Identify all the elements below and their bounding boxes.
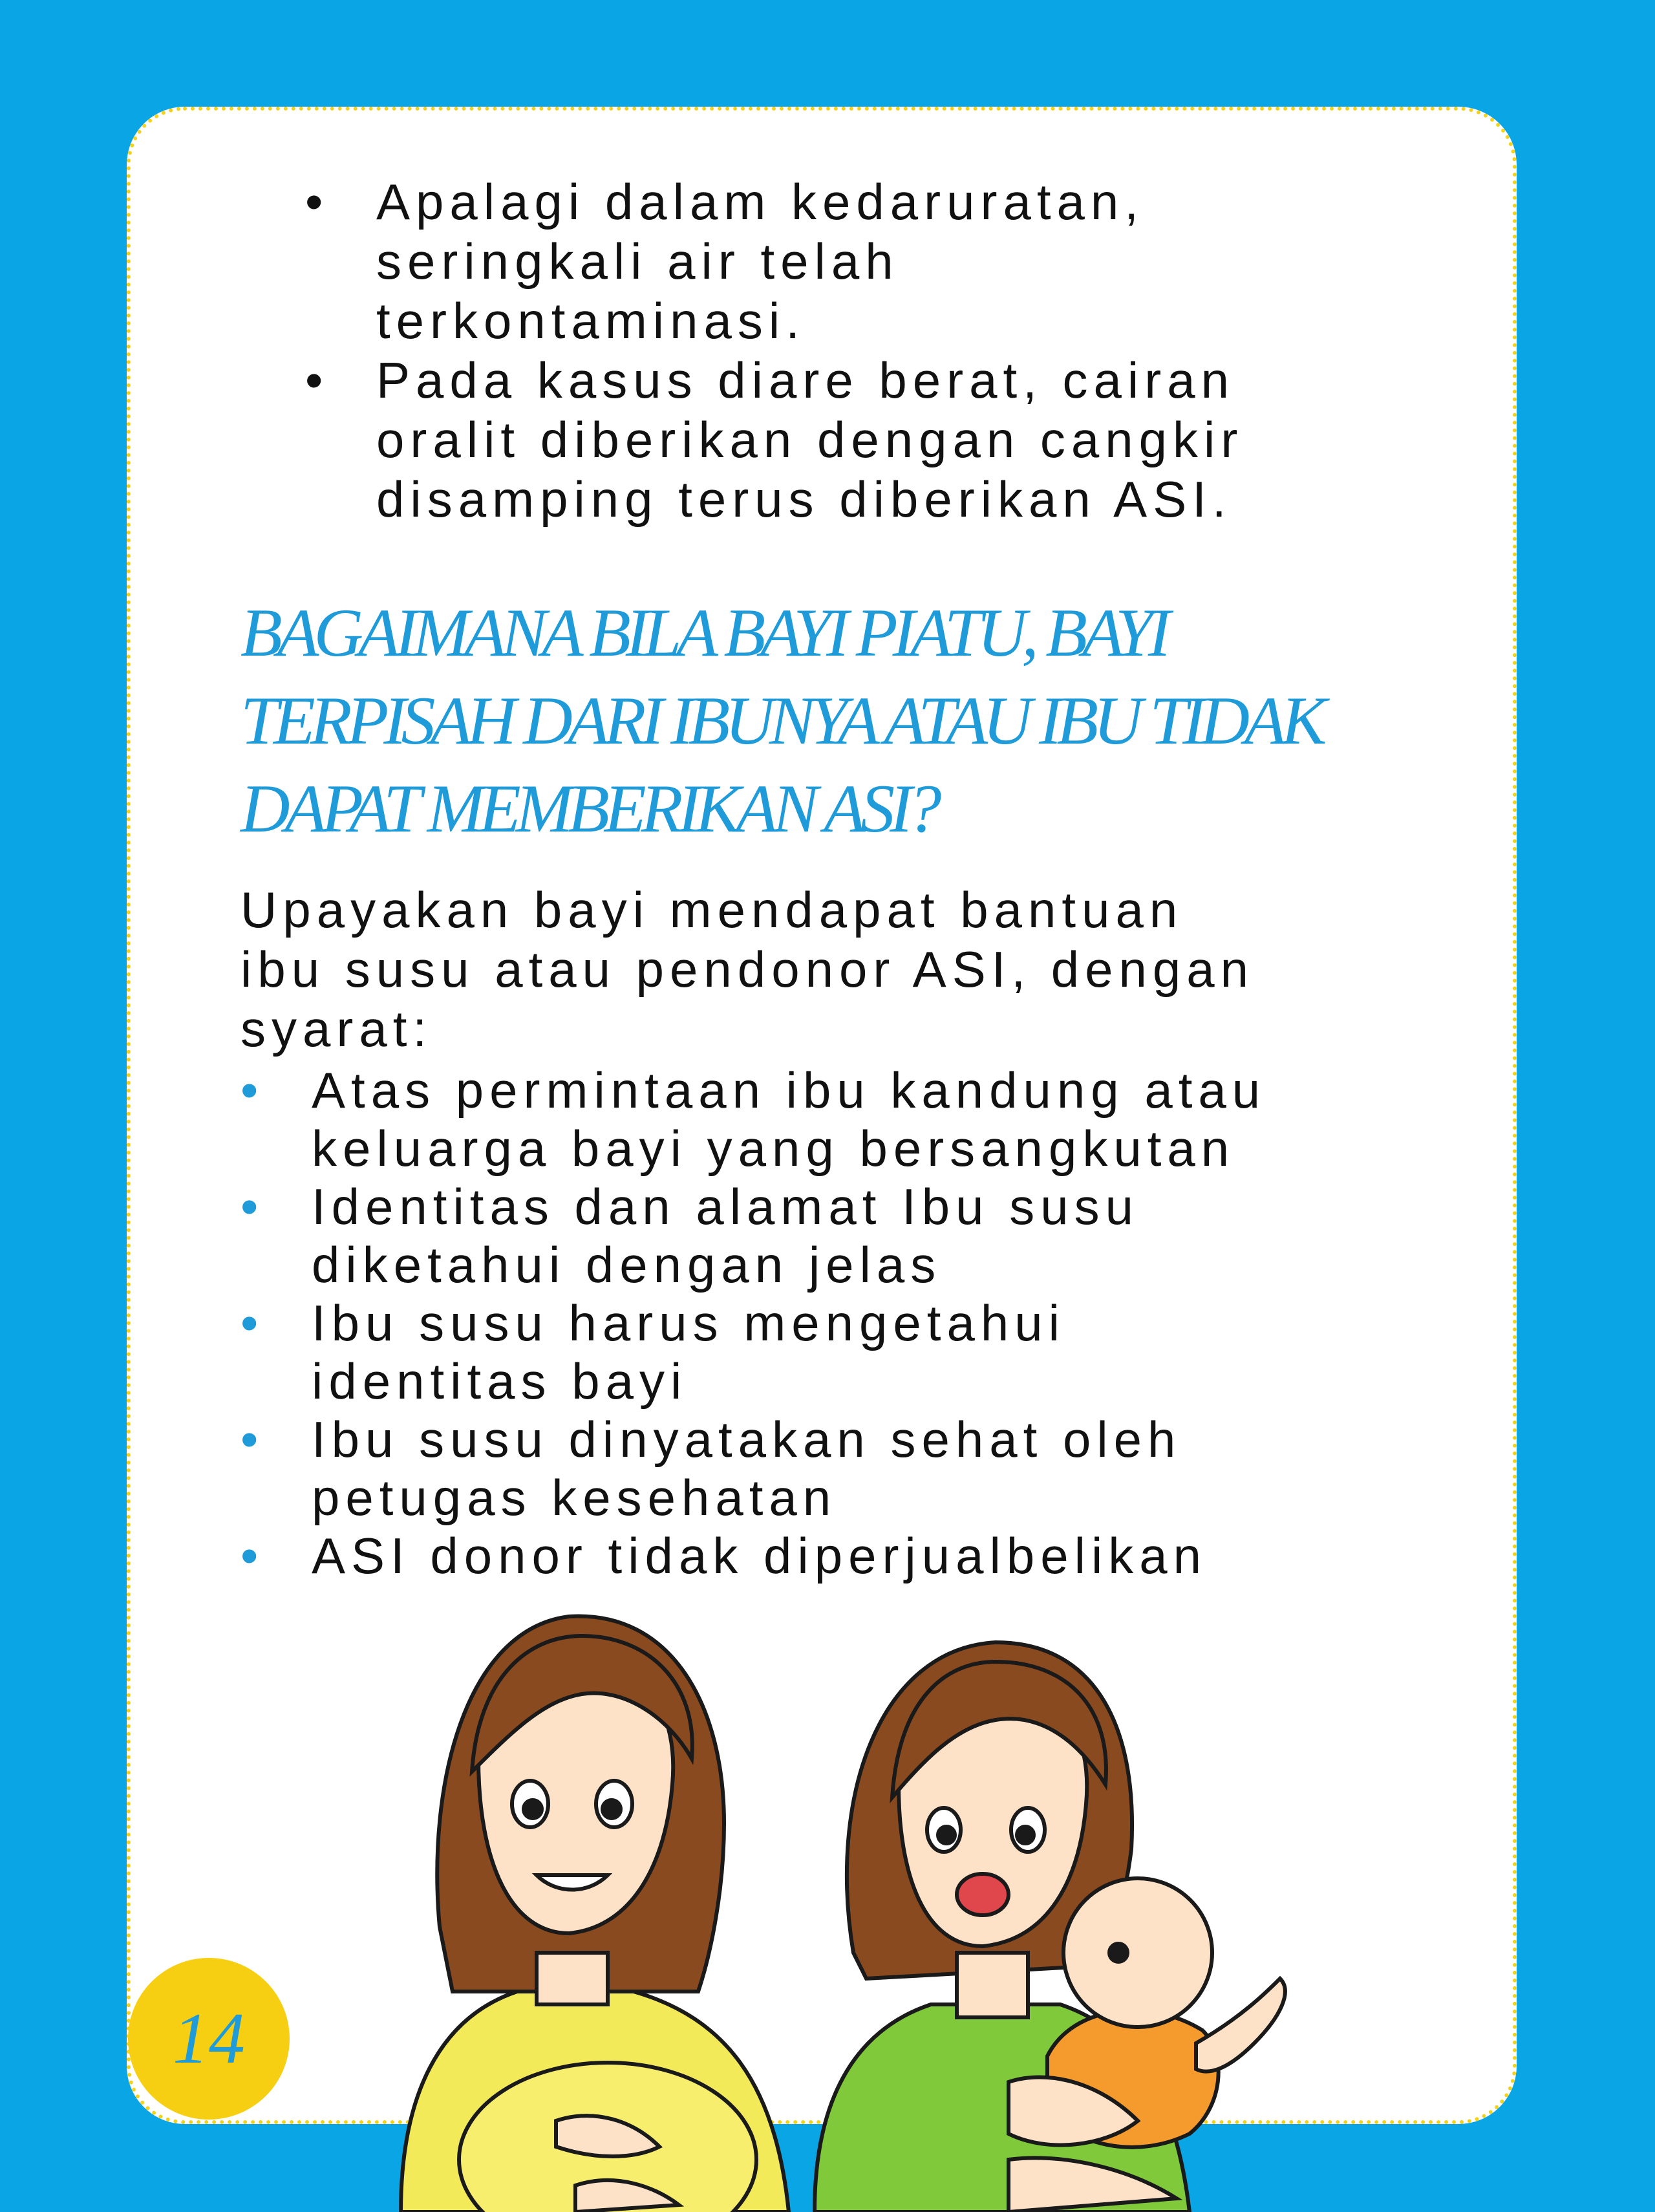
list-item-line: Ibu susu harus mengetahui (312, 1294, 1065, 1351)
page-number-badge (128, 1958, 290, 2120)
page-number: 14 (173, 1999, 245, 2079)
list-item-line: terkontaminasi. (376, 292, 806, 349)
list-item-line: petugas kesehatan (312, 1469, 837, 1526)
section-heading (240, 589, 1469, 853)
heading-line: TERPISAH DARI IBUNYA ATAU IBU TIDAK (240, 683, 1322, 758)
intro-line: syarat: (240, 1000, 433, 1057)
heading-line: BAGAIMANA BILA BAYI PIATU, BAYI (240, 595, 1166, 671)
bullet-icon: • (240, 1294, 264, 1351)
bullet-icon: • (305, 173, 329, 230)
list-item-line: oralit diberikan dengan cangkir (376, 411, 1244, 468)
bullet-icon: • (240, 1411, 264, 1468)
intro-paragraph (240, 880, 1469, 1058)
pregnant-woman-icon (401, 1616, 789, 2212)
list-item (240, 1294, 1501, 1410)
list-item-line: Pada kasus diare berat, cairan (376, 352, 1235, 409)
top-bullet-list (305, 172, 1469, 529)
mother-holding-baby-icon (815, 1642, 1285, 2212)
heading-line: DAPAT MEMBERIKAN ASI? (240, 771, 937, 846)
list-item (240, 1061, 1501, 1177)
list-item-line: Ibu susu dinyatakan sehat oleh (312, 1411, 1182, 1468)
list-item (240, 1527, 1501, 1585)
list-item-line: identitas bayi (312, 1353, 688, 1410)
list-item (305, 172, 1469, 350)
bullet-icon: • (240, 1178, 264, 1235)
conditions-list (240, 1061, 1501, 1585)
bullet-icon: • (305, 352, 329, 409)
list-item (240, 1177, 1501, 1294)
bullet-icon: • (240, 1062, 264, 1119)
list-item-line: seringkali air telah (376, 233, 899, 290)
intro-line: Upayakan bayi mendapat bantuan (240, 881, 1184, 938)
list-item-line: Atas permintaan ibu kandung atau (312, 1062, 1266, 1119)
list-item-line: keluarga bayi yang bersangkutan (312, 1120, 1235, 1177)
list-item-line: diketahui dengan jelas (312, 1236, 942, 1293)
list-item (240, 1410, 1501, 1527)
list-item (305, 350, 1469, 529)
list-item-line: ASI donor tidak diperjualbelikan (312, 1527, 1208, 1584)
bullet-icon: • (240, 1527, 264, 1584)
list-item-line: Identitas dan alamat Ibu susu (312, 1178, 1139, 1235)
list-item-line: Apalagi dalam kedaruratan, (376, 173, 1144, 230)
intro-line: ibu susu atau pendonor ASI, dengan (240, 941, 1255, 998)
illustration (362, 1591, 1332, 2212)
list-item-line: disamping terus diberikan ASI. (376, 471, 1232, 528)
